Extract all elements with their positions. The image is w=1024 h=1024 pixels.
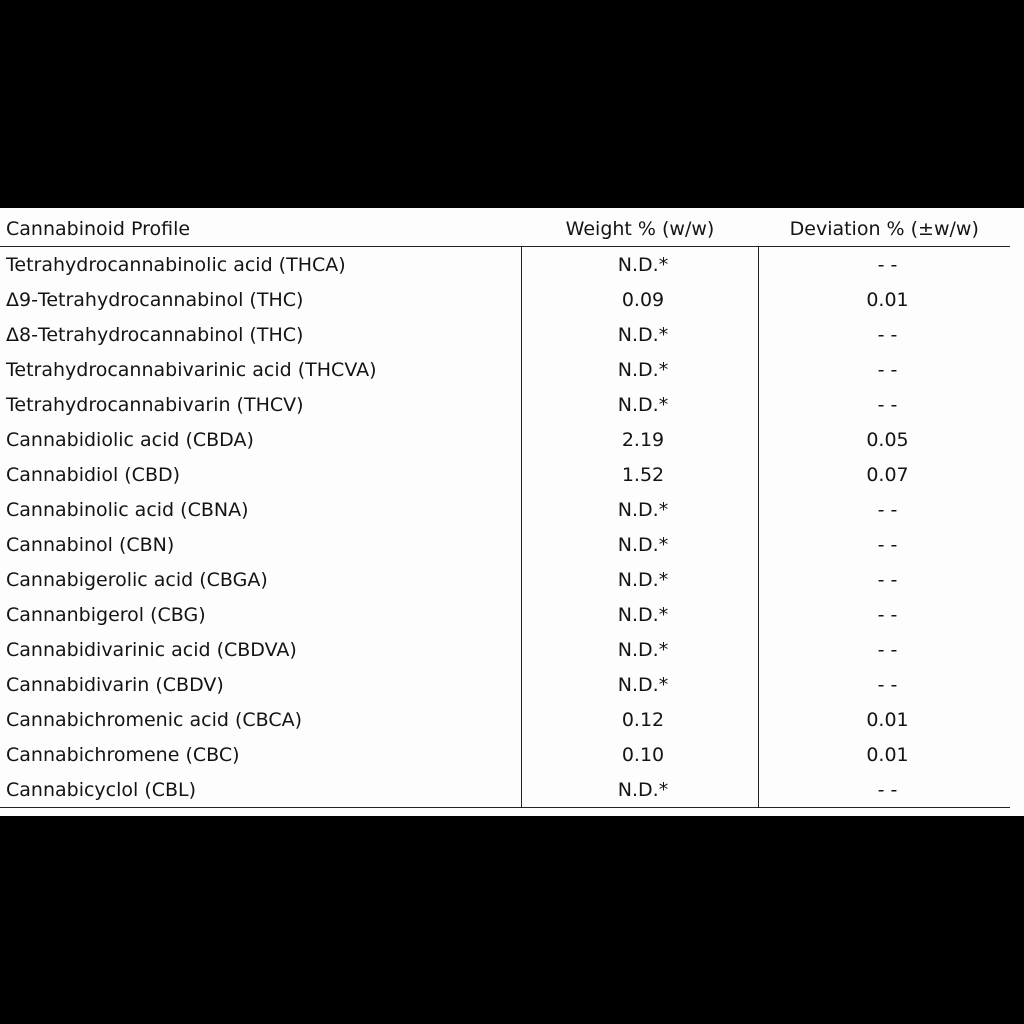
cell-name: Tetrahydrocannabivarin (THCV) [6, 393, 304, 416]
header-deviation: Deviation % (±w/w) [759, 212, 1011, 247]
cell-weight: N.D.* [522, 352, 759, 387]
cell-deviation: 0.01 [759, 737, 1011, 772]
cell-deviation: 0.01 [759, 282, 1011, 317]
table-row [0, 597, 1010, 632]
cell-deviation: - - [759, 527, 1011, 562]
cannabinoid-table [0, 212, 1010, 808]
cell-weight: N.D.* [522, 387, 759, 422]
cell-deviation: 0.07 [759, 457, 1011, 492]
cell-deviation: - - [759, 667, 1011, 702]
cell-weight: N.D.* [522, 492, 759, 527]
cell-weight: N.D.* [522, 247, 759, 283]
table-row [0, 317, 1010, 352]
cell-weight: N.D.* [522, 597, 759, 632]
cell-name: Δ9-Tetrahydrocannabinol (THC) [6, 288, 304, 311]
table-row [0, 632, 1010, 667]
cell-weight: N.D.* [522, 772, 759, 808]
cell-name: Cannabicyclol (CBL) [0, 772, 522, 808]
table-row [0, 562, 1010, 597]
cell-name: Cannabinol (CBN) [6, 533, 175, 556]
cell-name: Cannabigerolic acid (CBGA) [6, 568, 268, 591]
cell-name: Cannabidiolic acid (CBDA) [6, 428, 254, 451]
cell-name: Tetrahydrocannabivarinic acid (THCVA) [6, 358, 377, 381]
cell-deviation: - - [759, 247, 1011, 283]
cell-name: Cannabichromenic acid (CBCA) [6, 708, 303, 731]
cell-deviation: - - [759, 632, 1011, 667]
cell-weight: 2.19 [522, 422, 759, 457]
table-row [0, 457, 1010, 492]
cell-deviation: - - [759, 387, 1011, 422]
cell-name: Cannabidivarin (CBDV) [6, 673, 224, 696]
cell-weight: 0.10 [522, 737, 759, 772]
cell-name: Cannabidiol (CBD) [6, 463, 181, 486]
cell-weight: N.D.* [522, 632, 759, 667]
cell-weight: N.D.* [522, 562, 759, 597]
table-row [0, 702, 1010, 737]
cell-name: Δ8-Tetrahydrocannabinol (THC) [6, 323, 304, 346]
cell-deviation: - - [759, 597, 1011, 632]
header-weight: Weight % (w/w) [522, 212, 759, 247]
cell-deviation: - - [759, 562, 1011, 597]
cell-name: Cannabichromene (CBC) [6, 743, 240, 766]
table-row [0, 422, 1010, 457]
cell-deviation: - - [759, 492, 1011, 527]
cell-weight: 0.09 [522, 282, 759, 317]
header-profile: Cannabinoid Profile [0, 212, 522, 247]
table-row [0, 352, 1010, 387]
cell-weight: N.D.* [522, 527, 759, 562]
cell-name: Cannabinolic acid (CBNA) [6, 498, 249, 521]
cell-name: Cannabidivarinic acid (CBDVA) [6, 638, 297, 661]
cell-deviation: - - [759, 352, 1011, 387]
table-row [0, 527, 1010, 562]
cell-deviation: - - [759, 317, 1011, 352]
table-row [0, 667, 1010, 702]
header-row [0, 212, 1010, 247]
cell-deviation: 0.05 [759, 422, 1011, 457]
table-row [0, 772, 1010, 808]
cell-weight: 1.52 [522, 457, 759, 492]
table-row [0, 247, 1010, 283]
table-row [0, 492, 1010, 527]
document-page [0, 208, 1024, 816]
cell-weight: N.D.* [522, 667, 759, 702]
cell-deviation: - - [759, 772, 1011, 808]
cell-weight: N.D.* [522, 317, 759, 352]
cell-name: Cannanbigerol (CBG) [6, 603, 206, 626]
table-row [0, 737, 1010, 772]
cell-weight: 0.12 [522, 702, 759, 737]
table-row [0, 282, 1010, 317]
table-row [0, 387, 1010, 422]
cell-name: Tetrahydrocannabinolic acid (THCA) [6, 253, 346, 276]
cell-deviation: 0.01 [759, 702, 1011, 737]
